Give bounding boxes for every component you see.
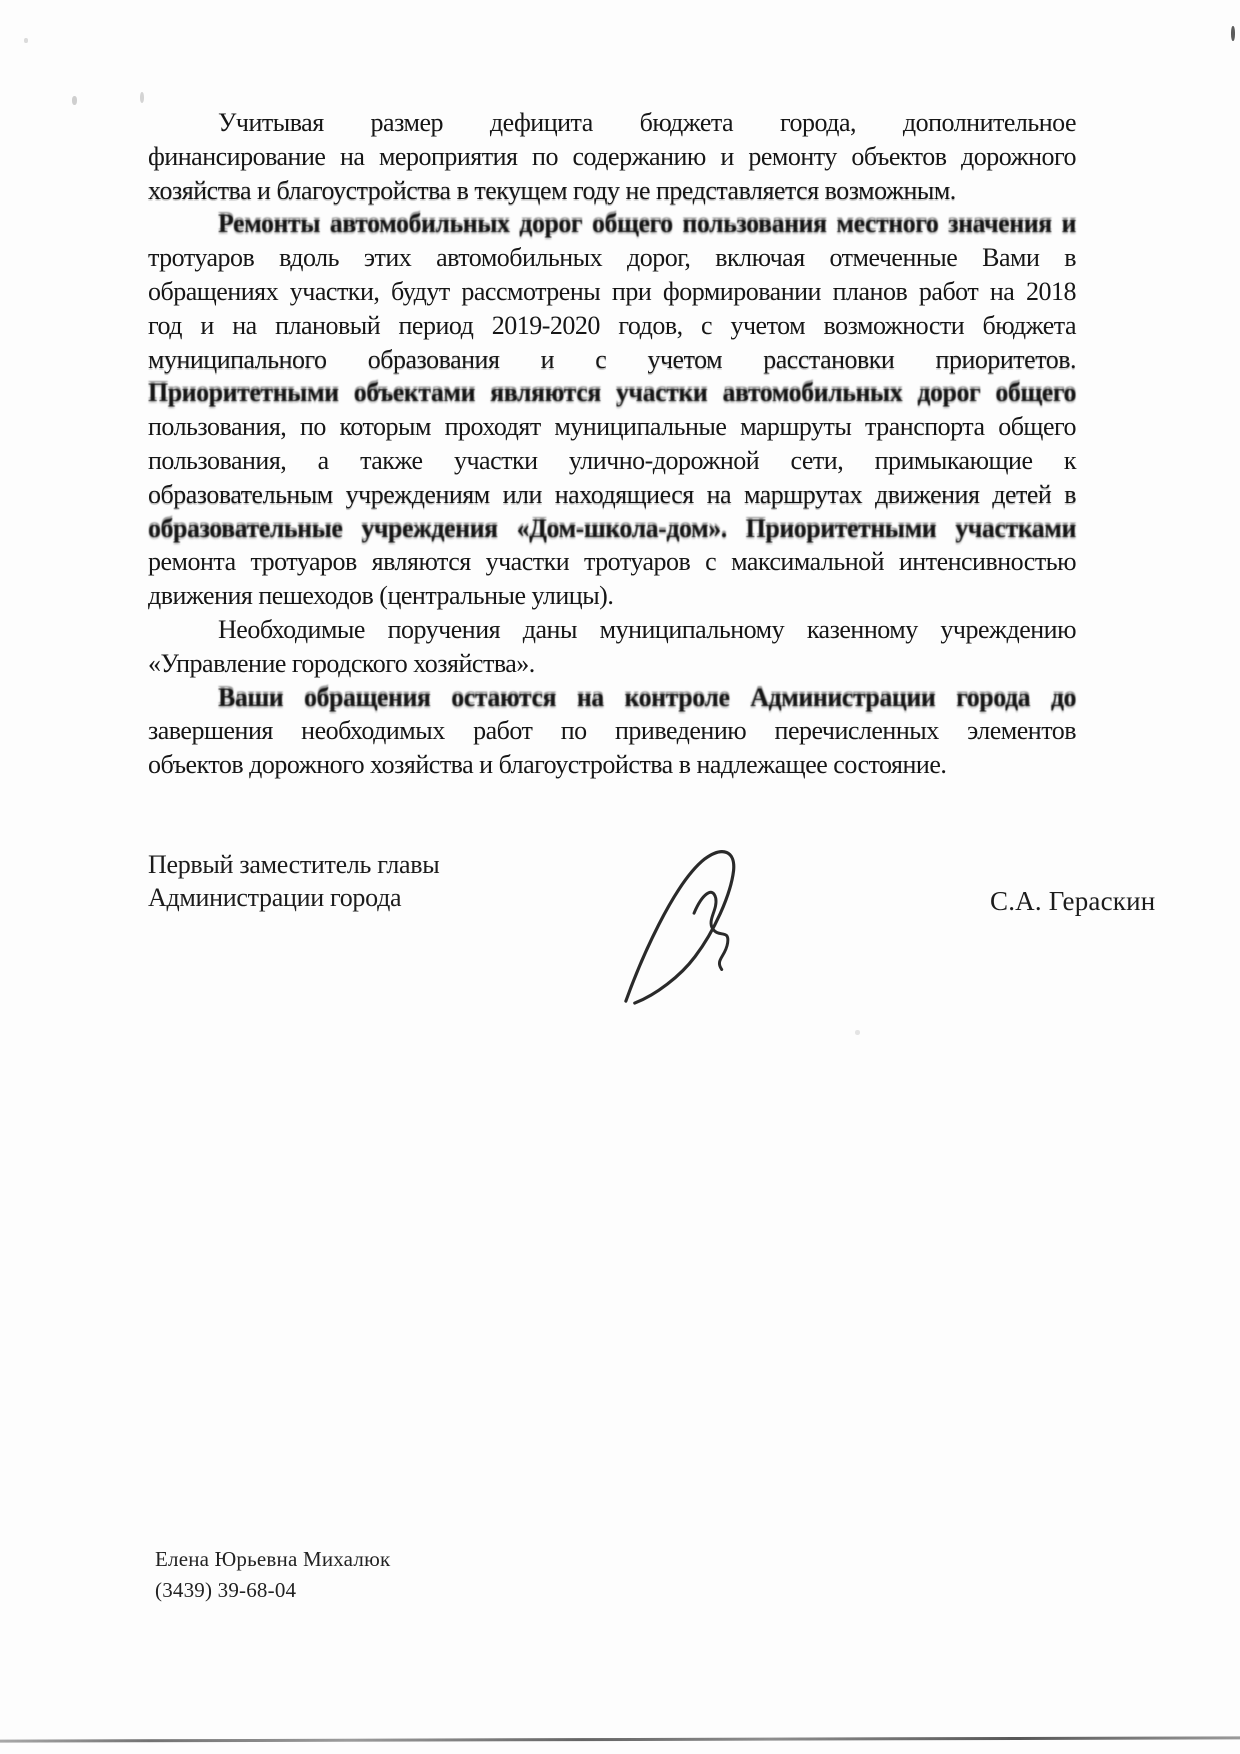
executor-name: Елена Юрьевна Михалюк bbox=[155, 1547, 391, 1571]
body-line: движения пешеходов (центральные улицы). bbox=[148, 581, 614, 611]
body-line: финансирование на мероприятия по содержанию и ремонту объектов дорожного bbox=[148, 141, 1076, 171]
body-line: тротуаров вдоль этих автомобильных дорог, включая отмеченные Вами в bbox=[148, 243, 1076, 273]
scan-artifact bbox=[1231, 26, 1235, 41]
body-line: «Управление городского хозяйства». bbox=[148, 648, 535, 678]
body-line: завершения необходимых работ по приведению перечисленных элементов bbox=[148, 716, 1076, 746]
body-line: объектов дорожного хозяйства и благоустройства в надлежащее состояние. bbox=[148, 750, 947, 780]
body-line: Необходимые поручения даны муниципальному казенному учреждению bbox=[218, 614, 1076, 644]
body-line: муниципального образования и с учетом расстановки приоритетов. bbox=[148, 344, 1076, 374]
letter-body bbox=[148, 106, 1076, 782]
signatory-position bbox=[148, 848, 439, 914]
scan-line-artifact bbox=[0, 1736, 1240, 1742]
scan-artifact bbox=[855, 1030, 860, 1035]
scan-artifact bbox=[140, 92, 144, 103]
body-line: обращениях участки, будут рассмотрены при формировании планов работ на 2018 bbox=[148, 276, 1076, 306]
body-line: хозяйства и благоустройства в текущем году не представляется возможным. bbox=[148, 175, 956, 205]
body-line: год и на плановый период 2019-2020 годов, с учетом возможности бюджета bbox=[148, 310, 1076, 340]
executor-phone: (3439) 39-68-04 bbox=[155, 1578, 297, 1602]
body-line: Приоритетными объектами являются участки автомобильных дорог общего bbox=[148, 378, 1076, 408]
signatory-name: С.А. Гераскин bbox=[990, 886, 1156, 916]
body-line: пользования, по которым проходят муниципальные маршруты транспорта общего bbox=[148, 412, 1076, 442]
body-line: Учитывая размер дефицита бюджета города, дополнительное bbox=[218, 108, 1076, 137]
signatory-position-line1: Первый заместитель главы bbox=[148, 850, 440, 879]
body-line: Ремонты автомобильных дорог общего пользования местного значения и bbox=[218, 209, 1076, 239]
body-line: образовательным учреждениям или находящиеся на маршрутах движения детей в bbox=[148, 479, 1076, 509]
body-line: образовательные учреждения «Дом-школа-дом». Приоритетными участками bbox=[148, 513, 1076, 543]
handwritten-signature bbox=[595, 842, 800, 1010]
body-line: пользования, а также участки улично-дорожной сети, примыкающие к bbox=[148, 445, 1076, 475]
body-line: Ваши обращения остаются на контроле Администрации города до bbox=[218, 682, 1076, 712]
executor-contact bbox=[155, 1544, 390, 1606]
scan-artifact bbox=[24, 38, 28, 43]
body-line: ремонта тротуаров являются участки тротуаров с максимальной интенсивностью bbox=[148, 547, 1076, 577]
signatory-position-line2: Администрации города bbox=[148, 883, 402, 912]
scan-artifact bbox=[72, 96, 77, 105]
